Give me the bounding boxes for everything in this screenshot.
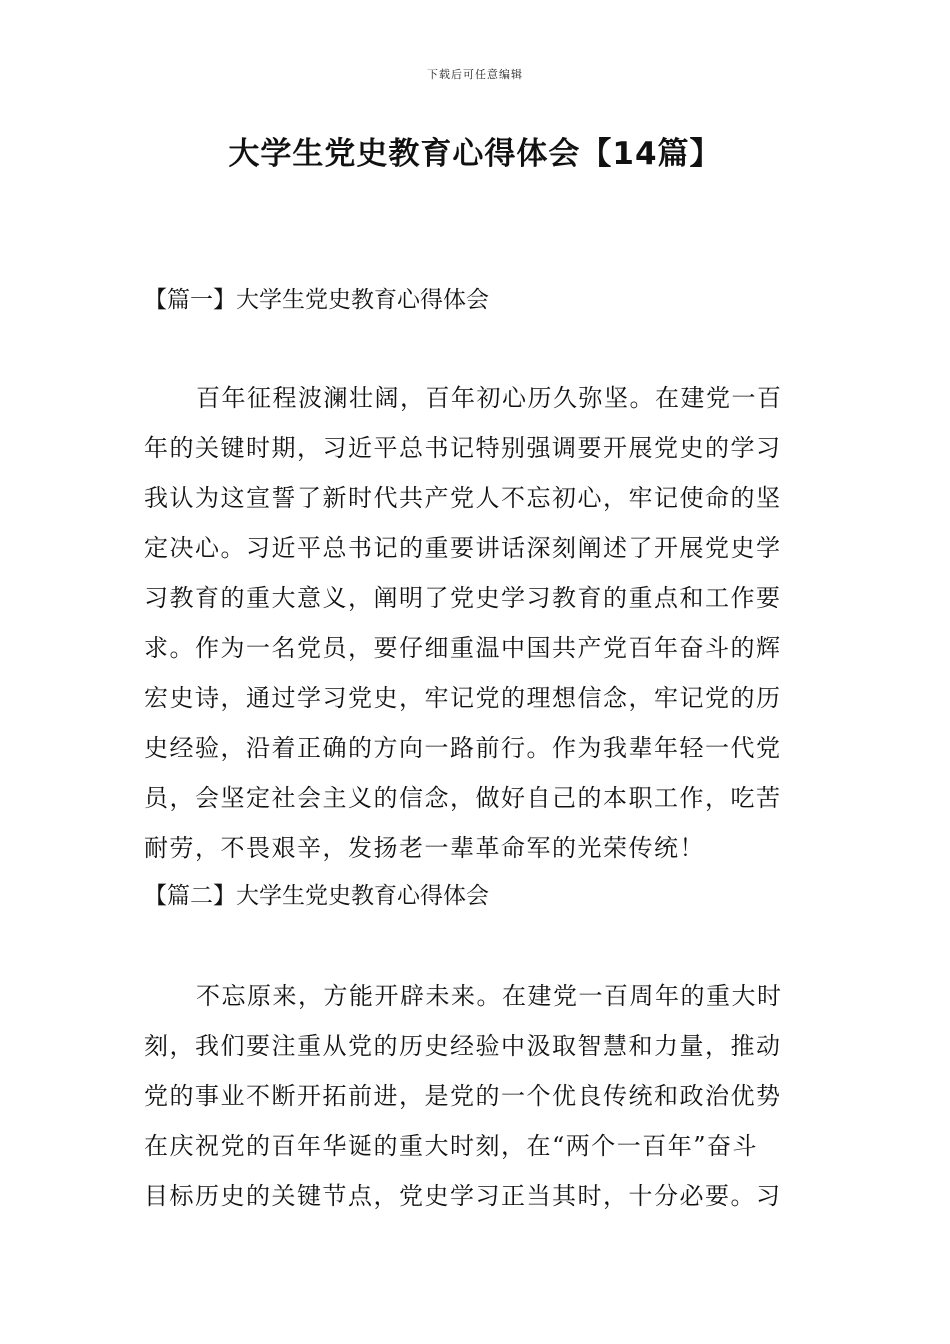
paragraph-line: 不忘原来，方能开辟未来。在建党一百周年的重大时 [196,982,783,1010]
paragraph-line: 百年征程波澜壮阔，百年初心历久弥坚。在建党一百 [196,384,783,412]
section-heading-1: 【篇一】大学生党史教育心得体会 [144,287,489,313]
section-heading-2: 【篇二】大学生党史教育心得体会 [144,883,489,909]
document-title: 大学生党史教育心得体会【14篇】 [228,136,722,172]
paragraph-line: 耐劳，不畏艰辛，发扬老一辈革命军的光荣传统！ [144,834,705,862]
paragraph-line: 员，会坚定社会主义的信念，做好自己的本职工作，吃苦 [144,784,782,812]
paragraph-line: 求。作为一名党员，要仔细重温中国共产党百年奋斗的辉 [144,634,782,662]
section-2-paragraph [144,981,808,1231]
paragraph-line: 宏史诗，通过学习党史，牢记党的理想信念，牢记党的历 [144,684,782,712]
paragraph-line: 党的事业不断开拓前进，是党的一个优良传统和政治优势 [144,1082,782,1110]
section-1-paragraph [144,383,808,883]
paragraph-line: 刻，我们要注重从党的历史经验中汲取智慧和力量，推动 [144,1032,782,1060]
header-note: 下载后可任意编辑 [427,68,523,81]
paragraph-line: 年的关键时期，习近平总书记特别强调要开展党史的学习 [144,434,782,462]
paragraph-line: 习教育的重大意义，阐明了党史学习教育的重点和工作要 [144,584,782,612]
paragraph-line: 在庆祝党的百年华诞的重大时刻，在“两个一百年”奋斗 [144,1132,759,1160]
paragraph-line: 目标历史的关键节点，党史学习正当其时，十分必要。习 [144,1182,782,1210]
paragraph-line: 定决心。习近平总书记的重要讲话深刻阐述了开展党史学 [144,534,782,562]
paragraph-line: 史经验，沿着正确的方向一路前行。作为我辈年轻一代党 [144,734,782,762]
paragraph-line: 我认为这宣誓了新时代共产党人不忘初心，牢记使命的坚 [144,484,782,512]
